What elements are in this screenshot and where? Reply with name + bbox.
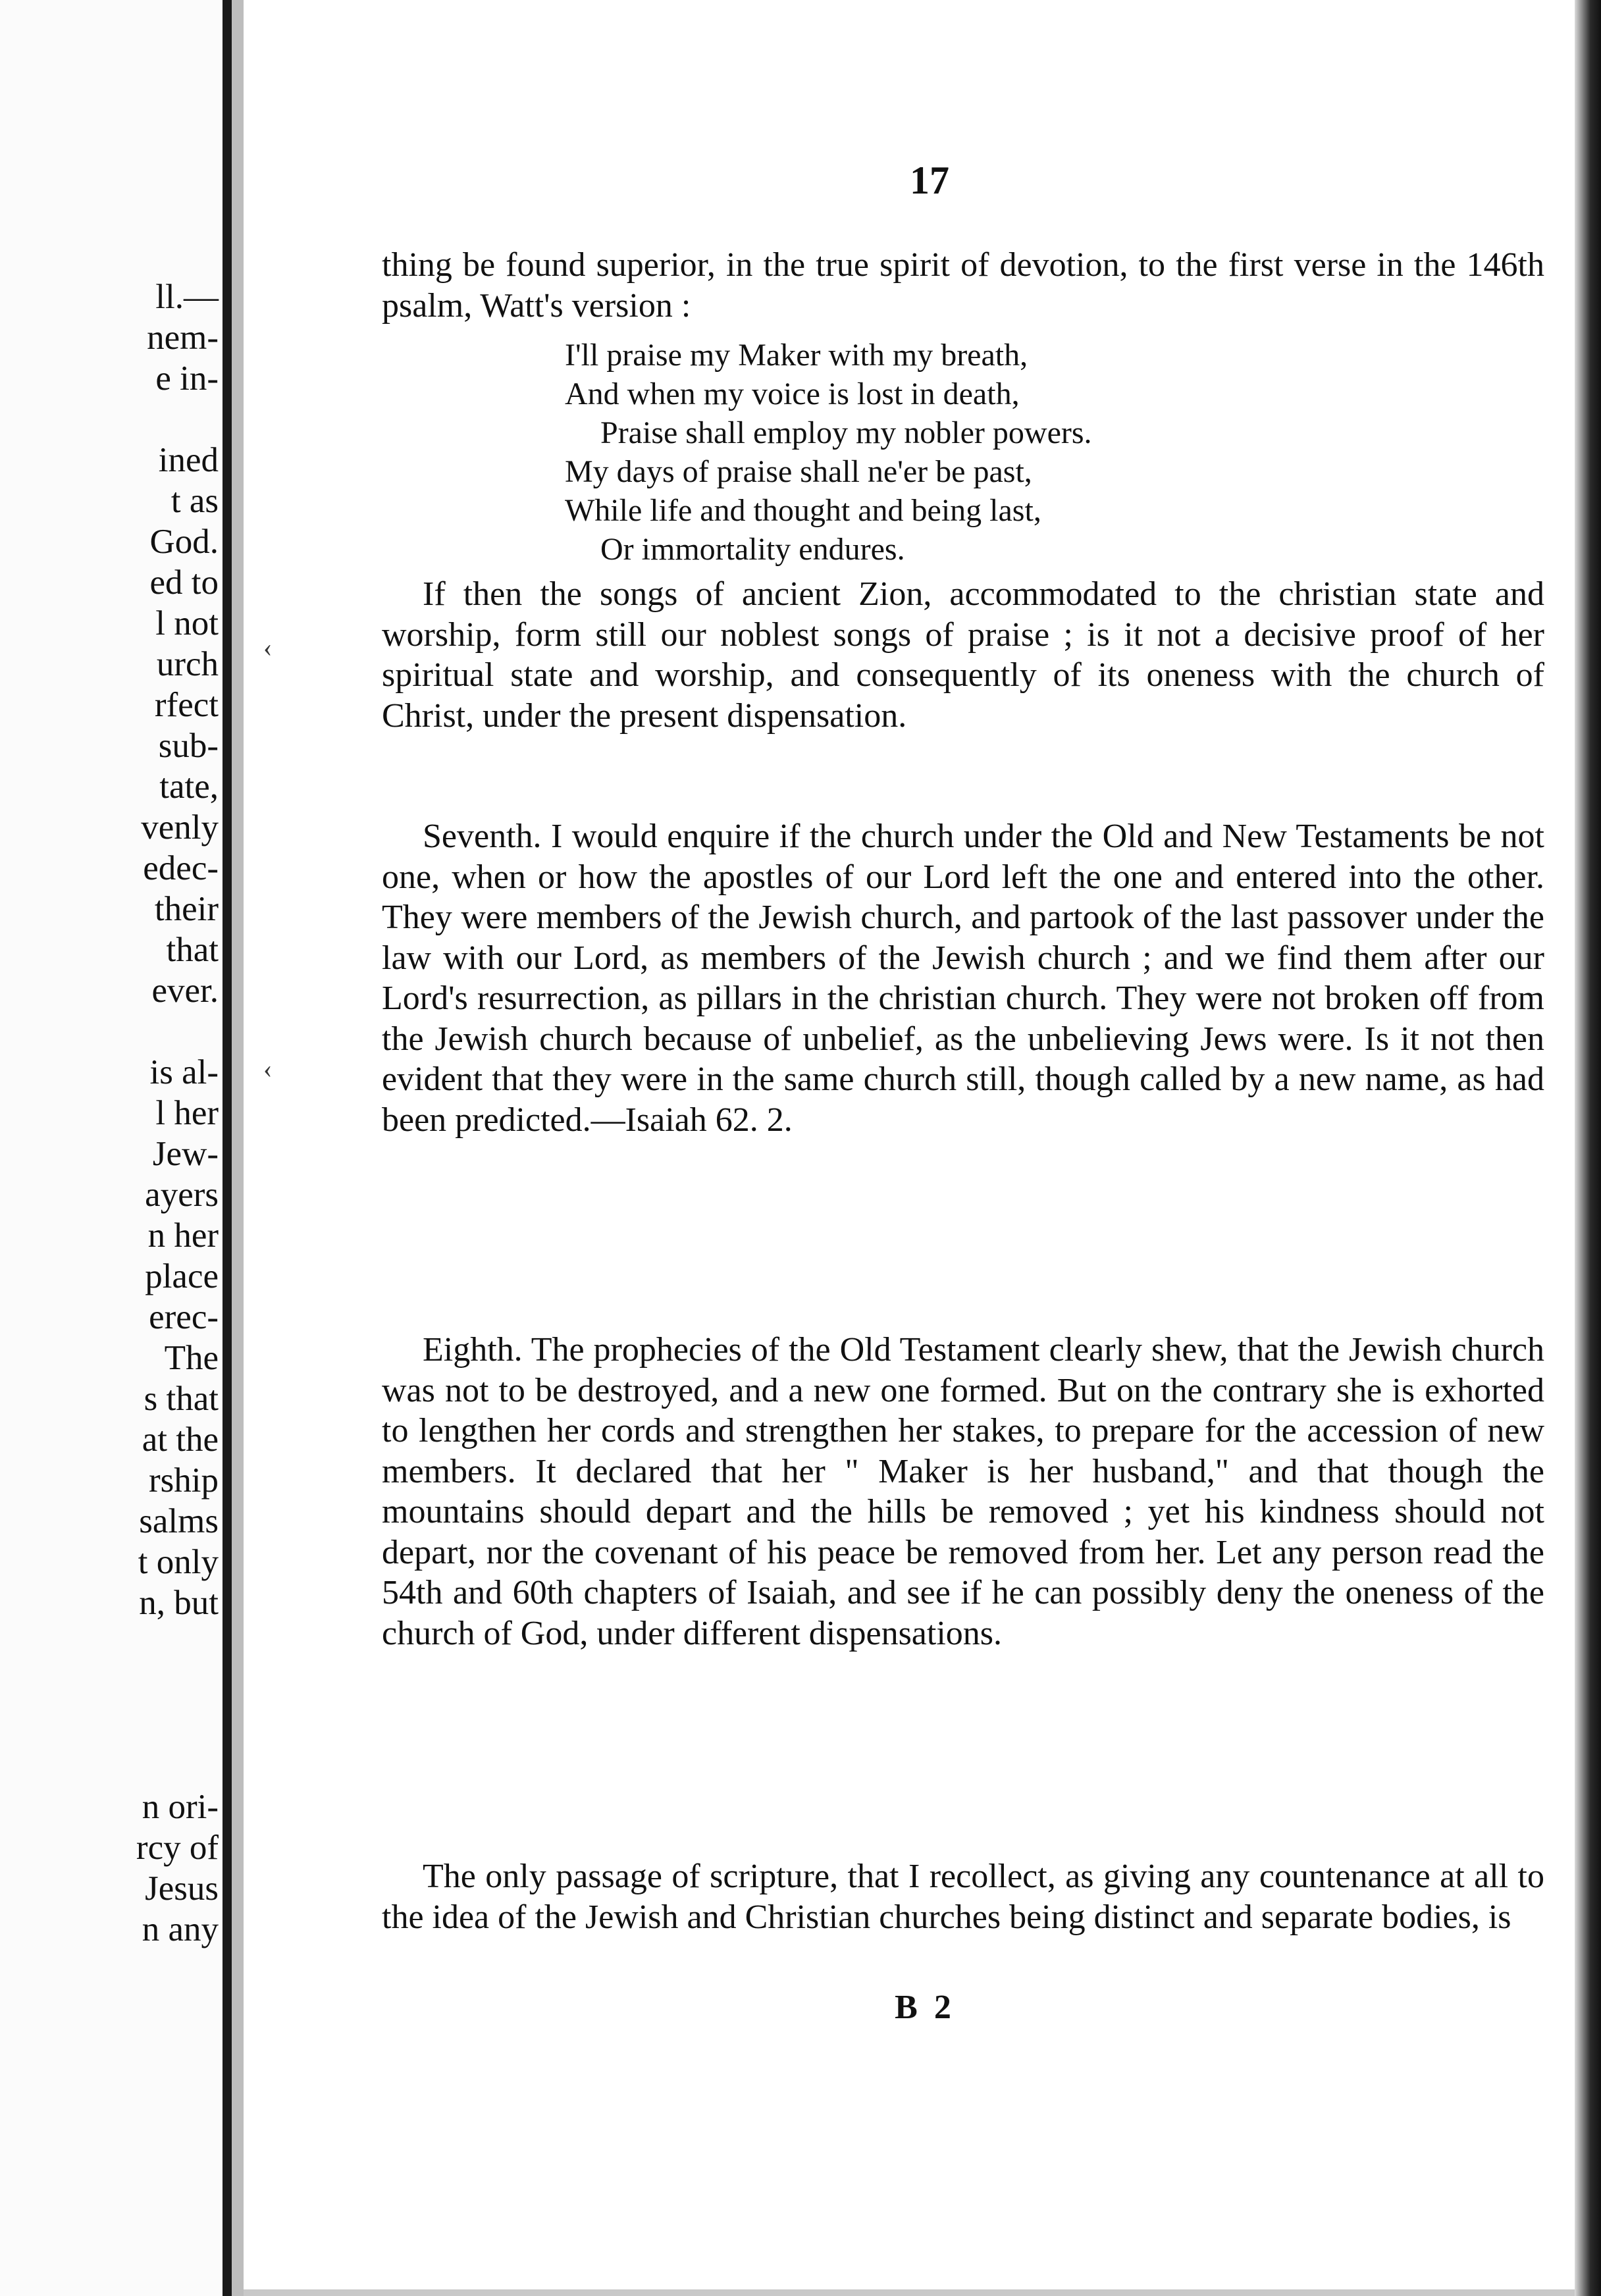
facing-page-fragment: n ori-	[142, 1788, 219, 1826]
facing-page-fragment: God.	[149, 523, 219, 561]
facing-page-fragment: salms	[139, 1502, 219, 1540]
facing-page-fragment: place	[145, 1257, 219, 1295]
facing-page-fragment: that	[166, 931, 219, 969]
facing-page-fragment: their	[154, 890, 219, 928]
facing-page-fragment: t as	[171, 482, 219, 520]
poem-line: And when my voice is lost in death,	[565, 377, 1020, 411]
poem-line: My days of praise shall ne'er be past,	[565, 454, 1032, 489]
paragraph: The only passage of scripture, that I recollect, as giving any countenance at all to the idea of the Jewish and Christian churches being distinct and separate bodies, is	[382, 1858, 1544, 1936]
paragraph-seventh	[382, 816, 1544, 1140]
page-number: 17	[910, 159, 949, 202]
facing-page-fragment: ined	[158, 441, 219, 479]
facing-page-fragment: Jesus	[145, 1869, 219, 1908]
paragraph-zion	[382, 574, 1544, 736]
poem-line: I'll praise my Maker with my breath,	[565, 338, 1028, 373]
facing-page-fragment: rfect	[154, 686, 219, 724]
poem-stanza	[565, 336, 1289, 569]
facing-page-fragment: edec-	[143, 849, 219, 887]
facing-page-fragment: rcy of	[136, 1829, 219, 1867]
paragraph: Seventh. I would enquire if the church under the Old and New Testaments be not one, when or how the apostles of our Lord left the one and entered into the other. They were members of the Jewish church, and partook of the last passover under the law with our Lord, as members of the Jewish church ; and we find them after our Lord's resurrection, as pillars in the christian church. They were not broken off from the Jewish church because of unbelief, as the unbelieving Jews were. Is it not then evident that they were in the same church still, though called by a new name, as had been predicted.—Isaiah 62. 2.	[382, 818, 1544, 1139]
facing-page-fragment: is al-	[149, 1053, 219, 1091]
facing-page-fragment: venly	[141, 808, 219, 847]
facing-page-fragments	[0, 0, 224, 2296]
paragraph-eighth	[382, 1330, 1544, 1654]
book-page	[244, 0, 1575, 2296]
poem-line: Praise shall employ my nobler powers.	[600, 415, 1092, 450]
intro-text	[382, 245, 1544, 326]
facing-page-fragment: rship	[149, 1461, 219, 1500]
binding-gutter	[223, 0, 232, 2296]
facing-page-fragment: ever.	[151, 972, 219, 1010]
facing-page-fragment: l her	[155, 1094, 219, 1132]
facing-page-fragment: urch	[156, 645, 219, 683]
paragraph: If then the songs of ancient Zion, accommodated to the christian state and worship, form still our noblest songs of praise ; is it not a decisive proof of her spiritual state and worship, and consequently of its oneness with the church of Christ, under the present dispensation.	[382, 575, 1544, 735]
facing-page-fragment: n any	[142, 1910, 219, 1948]
facing-page-fragment: Jew-	[152, 1135, 219, 1173]
facing-page-fragment: nem-	[147, 319, 219, 357]
facing-page-fragment: at the	[142, 1421, 219, 1459]
facing-page-fragment: The	[164, 1339, 219, 1377]
facing-page-fragment: ll.—	[155, 278, 219, 316]
facing-page-fragment: sub-	[158, 727, 219, 765]
poem-line: Or immortality endures.	[600, 532, 905, 567]
page-right-edge	[1575, 0, 1601, 2296]
paragraph-final	[382, 1856, 1544, 1937]
intro-paragraph: thing be found superior, in the true spirit of devotion, to the first verse in the 146th psalm, Watt's version :	[382, 246, 1544, 325]
facing-page	[0, 0, 224, 2296]
facing-page-fragment: erec-	[149, 1298, 219, 1336]
poem-line: While life and thought and being last,	[565, 493, 1041, 528]
facing-page-fragment: tate,	[159, 768, 219, 806]
facing-page-fragment: e in-	[155, 359, 219, 398]
paragraph: Eighth. The prophecies of the Old Testament clearly shew, that the Jewish church was not to be destroyed, and a new one formed. But on the contrary she is exhorted to lengthen her cords and strengthen her stakes, to prepare for the accession of new members. It declared that her " Maker is her husband," and that though the mountains should depart and the hills be removed ; yet his kindness should not depart, nor the covenant of his peace be removed from her. Let any person read the 54th and 60th chapters of Isaiah, and see if he can possibly deny the oneness of the church of God, under different dispensations.	[382, 1331, 1544, 1652]
binding-shadow	[232, 0, 244, 2296]
margin-mark: ‹	[263, 633, 273, 662]
signature-mark: B 2	[895, 1989, 955, 2026]
facing-page-fragment: l not	[155, 604, 219, 642]
facing-page-fragment: s that	[144, 1380, 219, 1418]
facing-page-fragment: t only	[138, 1543, 219, 1581]
facing-page-fragment: n, but	[139, 1584, 219, 1622]
margin-mark: ‹	[263, 1054, 273, 1083]
facing-page-fragment: ed to	[149, 563, 219, 602]
facing-page-fragment: ayers	[145, 1176, 219, 1214]
facing-page-fragment: n her	[147, 1216, 219, 1255]
